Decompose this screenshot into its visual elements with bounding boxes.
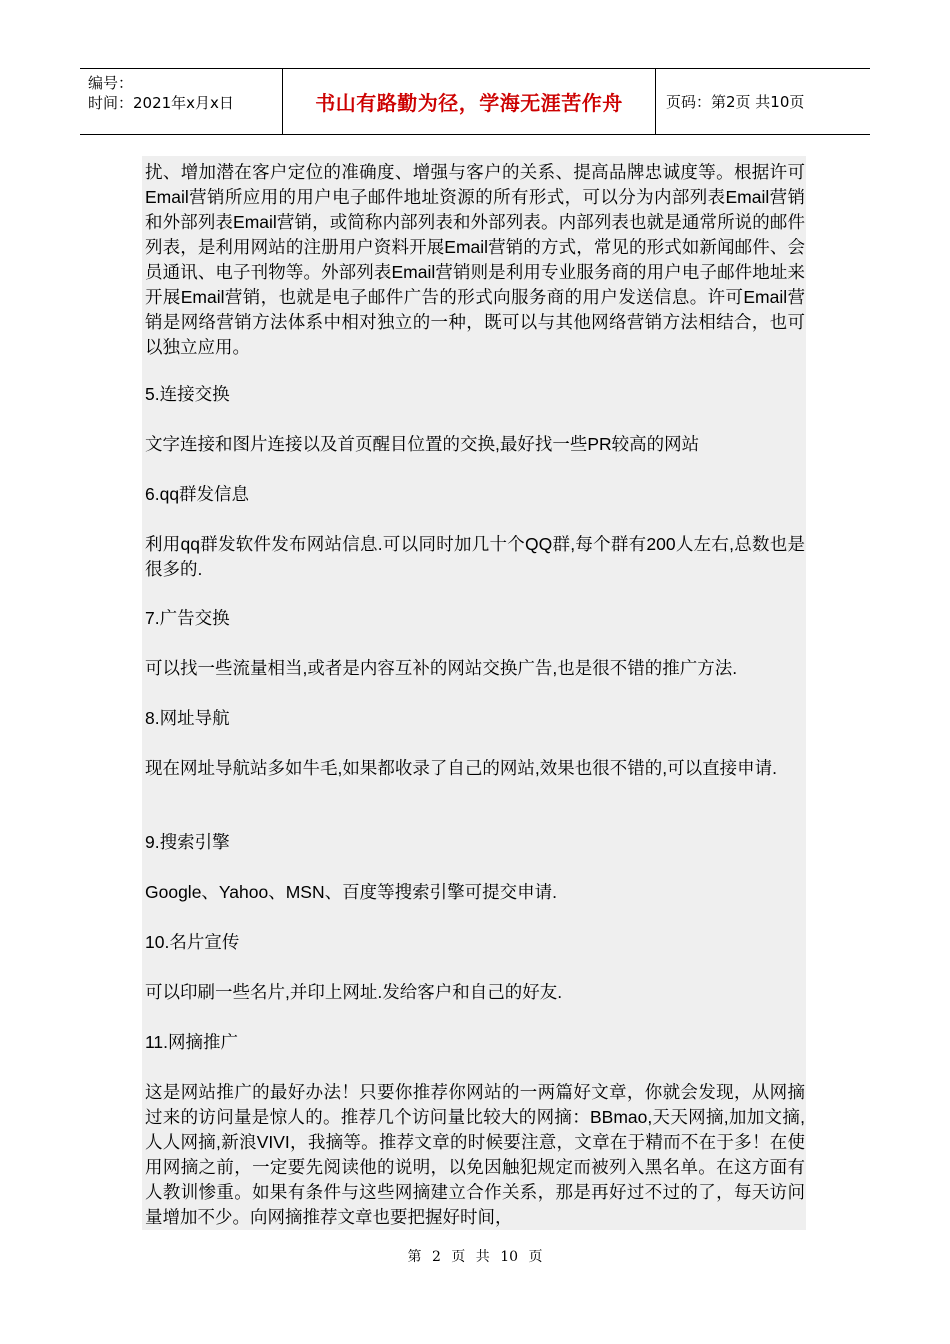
header-meta: [80, 69, 282, 134]
page-footer: 第 2 页 共 10 页: [407, 1249, 543, 1265]
section-body-8: 现在网址导航站多如牛毛,如果都收录了自己的网站,效果也很不错的,可以直接申请.: [145, 758, 777, 778]
section-body-9: Google、Yahoo、MSN、百度等搜索引擎可提交申请.: [145, 882, 557, 902]
document-time: 时间：2021年x月x日: [88, 94, 234, 112]
intro-paragraph: 扰、增加潜在客户定位的准确度、增强与客户的关系、提高品牌忠诚度等。根据许可Email营销所应用的用户电子邮件地址资源的所有形式，可以分为内部列表Email营销和外部列表Email营销，或简称内部列表和外部列表。内部列表也就是通常所说的邮件列表，是利用网站的注册用户资料开展Email营销的方式，常见的形式如新闻邮件、会员通讯、电子刊物等。外部列表Email营销则是利用专业服务商的用户电子邮件地址来开展Email营销，也就是电子邮件广告的形式向服务商的用户发送信息。许可Email营销是网络营销方法体系中相对独立的一种，既可以与其他网络营销方法相结合，也可以独立应用。: [145, 162, 805, 357]
section-heading-11: 11.网摘推广: [145, 1032, 239, 1052]
section-heading-8: 8.网址导航: [145, 708, 230, 728]
section-heading-6: 6.qq群发信息: [145, 484, 250, 504]
section-body-10: 可以印刷一些名片,并印上网址.发给客户和自己的好友.: [145, 982, 563, 1002]
section-body-7: 可以找一些流量相当,或者是内容互补的网站交换广告,也是很不错的推广方法.: [145, 658, 738, 678]
section-heading-5: 5.连接交换: [145, 384, 230, 404]
document-number: 编号：: [88, 74, 134, 92]
section-body-11: 这是网站推广的最好办法！只要你推荐你网站的一两篇好文章，你就会发现，从网摘过来的访问量是惊人的。推荐几个访问量比较大的网摘：BBmao,天天网摘,加加文摘,人人网摘,新浪VIVI，我摘等。推荐文章的时候要注意，文章在于精而不在于多！在使用网摘之前，一定要先阅读他的说明，以免因触犯规定而被列入黑名单。在这方面有人教训惨重。如果有条件与这些网摘建立合作关系，那是再好过不过的了，每天访问量增加不少。向网摘推荐文章也要把握好时间，: [145, 1082, 805, 1227]
section-heading-7: 7.广告交换: [145, 608, 230, 628]
document-body: [142, 156, 806, 1230]
page-header: [80, 68, 870, 135]
header-motto-cell: [282, 69, 656, 134]
header-motto: 书山有路勤为径，学海无涯苦作舟: [315, 91, 623, 115]
section-body-5: 文字连接和图片连接以及首页醒目位置的交换,最好找一些PR较高的网站: [145, 434, 700, 454]
section-body-6: 利用qq群发软件发布网站信息.可以同时加几十个QQ群,每个群有200人左右,总数也是很多的.: [145, 534, 805, 579]
section-heading-9: 9.搜索引擎: [145, 832, 230, 852]
header-page-info: 页码：第2页 共10页: [666, 93, 805, 111]
section-heading-10: 10.名片宣传: [145, 932, 240, 952]
